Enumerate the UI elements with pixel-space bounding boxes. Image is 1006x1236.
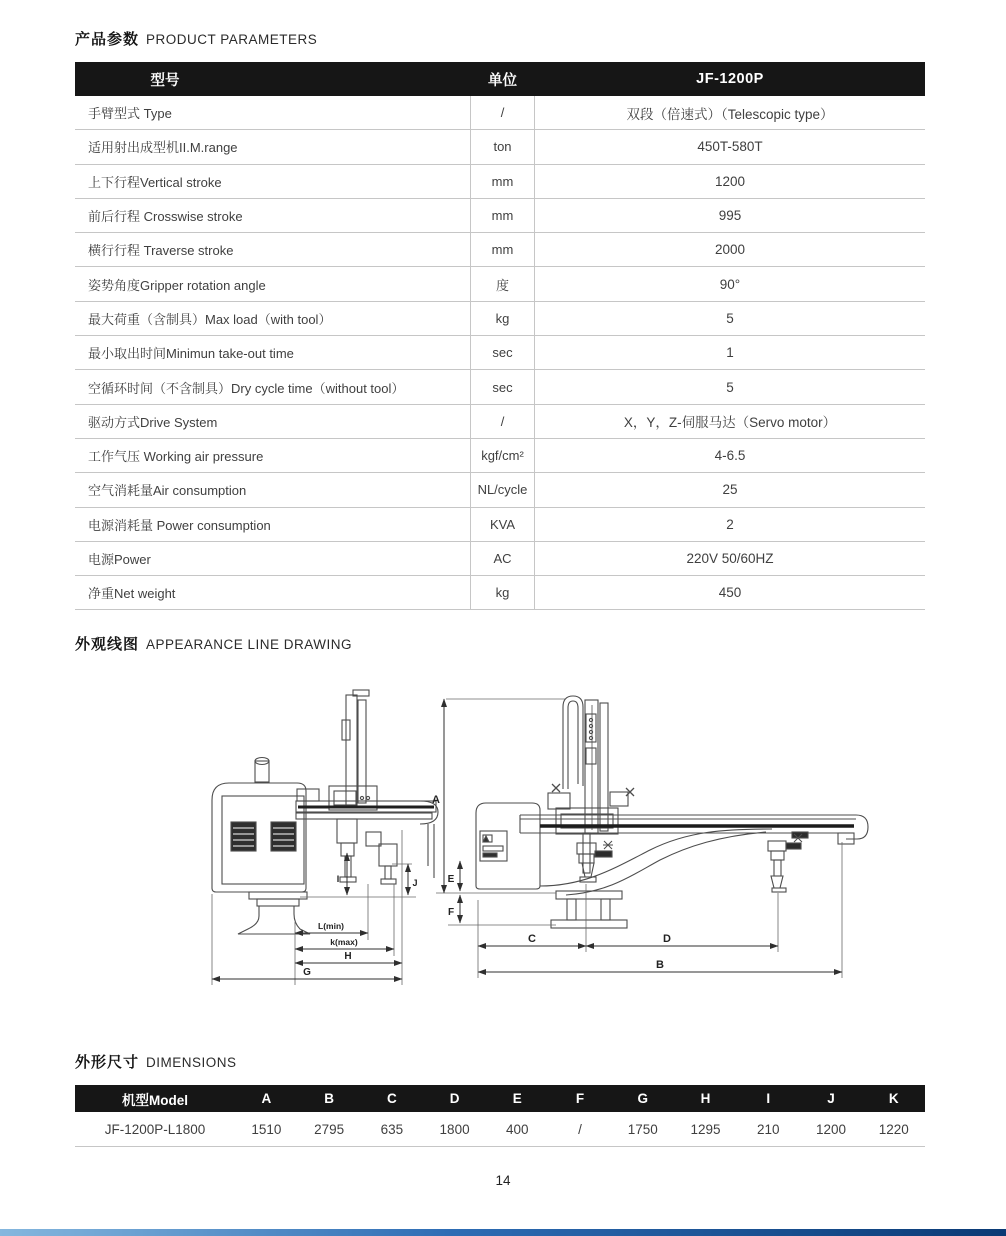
dim-label-b: B: [656, 959, 664, 971]
header-model: 型号: [150, 72, 180, 89]
param-unit: mm: [470, 165, 535, 198]
dims-value: 1200: [815, 1121, 846, 1137]
param-row: [75, 165, 925, 199]
param-row: [75, 508, 925, 542]
param-label: 姿势角度Gripper rotation angle: [88, 277, 266, 293]
dims-value: /: [578, 1121, 582, 1137]
param-unit: /: [470, 405, 535, 438]
dims-value: 1295: [690, 1121, 721, 1137]
param-label: 前后行程 Crosswise stroke: [88, 209, 243, 225]
dim-label-lmin: L(min): [318, 921, 344, 931]
param-unit: kg: [470, 576, 535, 609]
param-value: 1200: [714, 173, 746, 189]
param-unit: KVA: [470, 508, 535, 541]
param-value: 双段（倍速式）（Telescopic type）: [626, 106, 834, 122]
param-label: 上下行程Vertical stroke: [88, 174, 222, 190]
dims-header-letter: K: [888, 1091, 899, 1106]
param-row: [75, 542, 925, 576]
param-label: 适用射出成型机II.M.range: [88, 140, 238, 156]
param-unit: kgf/cm²: [470, 439, 535, 472]
footer-gradient-bar: [0, 1229, 1006, 1236]
dims-value: 1750: [627, 1121, 658, 1137]
dims-header-letter: B: [324, 1091, 334, 1106]
param-value: 1: [726, 345, 734, 361]
page-number: 14: [495, 1173, 511, 1188]
param-row: [75, 96, 925, 130]
param-label: 横行行程 Traverse stroke: [88, 243, 234, 259]
side-view-drawing: [212, 690, 438, 934]
param-value: 450T-580T: [697, 139, 763, 155]
param-value: 995: [718, 208, 742, 224]
dim-label-a: A: [432, 794, 440, 806]
param-value: X，Y，Z-伺服马达（Servo motor）: [623, 415, 837, 431]
dims-header-model: 机型Model: [122, 1092, 188, 1108]
dimensions-section-title: [75, 1051, 237, 1072]
dimensions-table: [75, 1085, 925, 1147]
parameters-title-zh: 产品参数: [75, 31, 140, 48]
parameters-rows: [75, 96, 925, 610]
dims-model-value: JF-1200P-L1800: [104, 1121, 206, 1137]
dims-header-letter: E: [512, 1091, 522, 1106]
parameters-section-title: [75, 28, 317, 49]
param-row: [75, 267, 925, 301]
param-value: 220V 50/60HZ: [686, 551, 774, 566]
param-label: 工作气压 Working air pressure: [88, 449, 264, 465]
param-unit: NL/cycle: [470, 473, 535, 506]
param-value: 450: [718, 585, 742, 601]
parameters-table: [75, 62, 925, 610]
dim-label-e: E: [447, 874, 455, 885]
dims-value: 400: [506, 1121, 529, 1137]
param-value: 2000: [714, 242, 746, 258]
dim-label-f: F: [447, 907, 455, 918]
param-row: [75, 130, 925, 164]
param-row: [75, 199, 925, 233]
dims-header-letter: F: [575, 1091, 585, 1106]
param-row: [75, 439, 925, 473]
dimensions-table-header: [75, 1085, 925, 1112]
dims-value: 1220: [878, 1121, 909, 1137]
dim-label-kmax: k(max): [330, 937, 358, 947]
param-value: 90°: [719, 276, 741, 292]
dims-value: 1800: [439, 1121, 470, 1137]
header-unit: 单位: [488, 72, 517, 89]
dims-header-letter: H: [700, 1091, 711, 1106]
dims-value: 2795: [314, 1121, 345, 1137]
dims-value: 210: [756, 1121, 780, 1137]
param-unit: 度: [470, 267, 535, 300]
param-row: [75, 576, 925, 610]
param-label: 最小取出时间Minimun take-out time: [88, 346, 294, 362]
param-row: [75, 370, 925, 404]
param-row: [75, 473, 925, 507]
dim-label-j: J: [412, 878, 418, 888]
param-unit: mm: [470, 199, 535, 232]
dims-header-letter: C: [386, 1091, 397, 1106]
param-unit: AC: [470, 542, 535, 575]
param-label: 净重Net weight: [88, 586, 176, 602]
dimensions-table-row: [75, 1112, 925, 1147]
param-label: 电源Power: [88, 552, 151, 567]
param-row: [75, 302, 925, 336]
dims-header-letter: J: [827, 1091, 835, 1106]
drawing-section-title: [75, 633, 352, 654]
dimensions-title-en: DIMENSIONS: [146, 1055, 237, 1070]
drawing-title-en: APPEARANCE LINE DRAWING: [146, 637, 353, 652]
dims-header-letter: D: [449, 1091, 460, 1106]
param-unit: sec: [470, 336, 535, 369]
dims-header-letter: I: [766, 1091, 771, 1106]
param-row: [75, 233, 925, 267]
param-value: 5: [726, 379, 734, 395]
drawing-title-zh: 外观线图: [75, 636, 140, 653]
param-unit: ton: [470, 130, 535, 163]
param-row: [75, 405, 925, 439]
param-unit: kg: [470, 302, 535, 335]
param-unit: /: [470, 96, 535, 129]
dims-header-letter: G: [637, 1091, 649, 1106]
param-label: 手臂型式 Type: [88, 106, 172, 122]
dim-label-i: I: [336, 874, 340, 884]
parameters-title-en: PRODUCT PARAMETERS: [146, 32, 318, 47]
appearance-line-drawing: [90, 688, 900, 1008]
dim-label-g: G: [303, 967, 311, 978]
header-value: JF-1200P: [696, 71, 764, 87]
param-unit: mm: [470, 233, 535, 266]
dims-header-letter: A: [261, 1091, 272, 1106]
param-unit: sec: [470, 370, 535, 403]
param-row: [75, 336, 925, 370]
dimensions-title-zh: 外形尺寸: [75, 1054, 140, 1071]
dims-value: 1510: [251, 1121, 282, 1137]
param-label: 驱动方式Drive System: [88, 414, 218, 430]
dims-value: 635: [380, 1121, 404, 1137]
param-label: 空气消耗量Air consumption: [88, 483, 247, 499]
dim-label-d: D: [663, 933, 671, 945]
param-label: 最大荷重（含制具）Max load（with tool）: [88, 311, 332, 327]
param-value: 25: [722, 482, 738, 498]
param-value: 5: [726, 310, 734, 326]
dim-label-h: H: [344, 951, 352, 962]
param-value: 4-6.5: [714, 448, 746, 464]
param-value: 2: [726, 516, 734, 532]
param-label: 空循环时间（不含制具）Dry cycle time（without tool）: [88, 380, 405, 396]
param-label: 电源消耗量 Power consumption: [88, 517, 271, 533]
parameters-table-header: [75, 62, 925, 96]
dim-label-c: C: [528, 933, 536, 945]
